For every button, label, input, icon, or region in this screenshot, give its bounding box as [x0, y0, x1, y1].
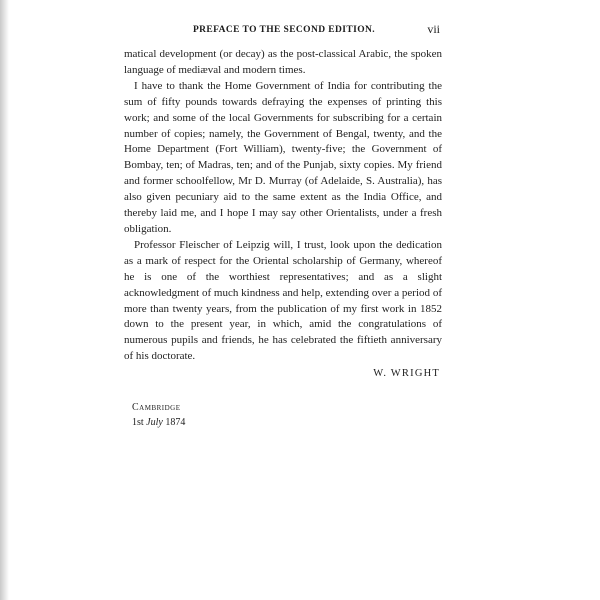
dateline	[132, 400, 185, 430]
date-day: 1st	[132, 417, 144, 428]
paragraph-acknowledgments: I have to thank the Home Government of India for contributing the sum of fifty pounds towards defraying the expenses of printing this work; and some of the local Governments for subscribing for a certain number of copies; namely, the Government of Bengal, twenty, and the Home Department (Fort William), twenty-five; the Government of Bombay, ten; of Madras, ten; and of the Punjab, sixty copies. My friend and former schoolfellow, Mr D. Murray (of Adelaide, S. Australia), has also given pecuniary aid to the same extent as the India Office, and thereby laid me, and I hope I may say other Orientalists, under a fresh obligation.	[124, 79, 442, 235]
dateline-place: Cambridge	[132, 402, 181, 413]
page-number: vii	[427, 22, 440, 36]
running-head: PREFACE TO THE SECOND EDITION.	[192, 25, 376, 35]
author-signature: W. WRIGHT	[373, 368, 440, 380]
page-gutter-shadow	[0, 0, 9, 600]
date-month: July	[146, 417, 163, 428]
date-year: 1874	[165, 417, 186, 428]
preface-body	[124, 47, 442, 382]
dateline-date	[132, 415, 185, 430]
paragraph-continued: matical development (or decay) as the post-classical Arabic, the spoken language of mediæval and modern times.	[124, 48, 442, 76]
page-header	[128, 24, 440, 40]
paragraph-dedication: Professor Fleischer of Leipzig will, I trust, look upon the dedication as a mark of respect for the Oriental scholarship of Germany, whereof he is one of the worthiest representatives; and as a slight acknowledgment of much kindness and help, extending over a period of more than twenty years, from the publication of my first work in 1852 down to the present year, in which, amid the congratulations of numerous pupils and friends, he has celebrated the fiftieth anniversary of his doctorate.	[124, 238, 442, 363]
